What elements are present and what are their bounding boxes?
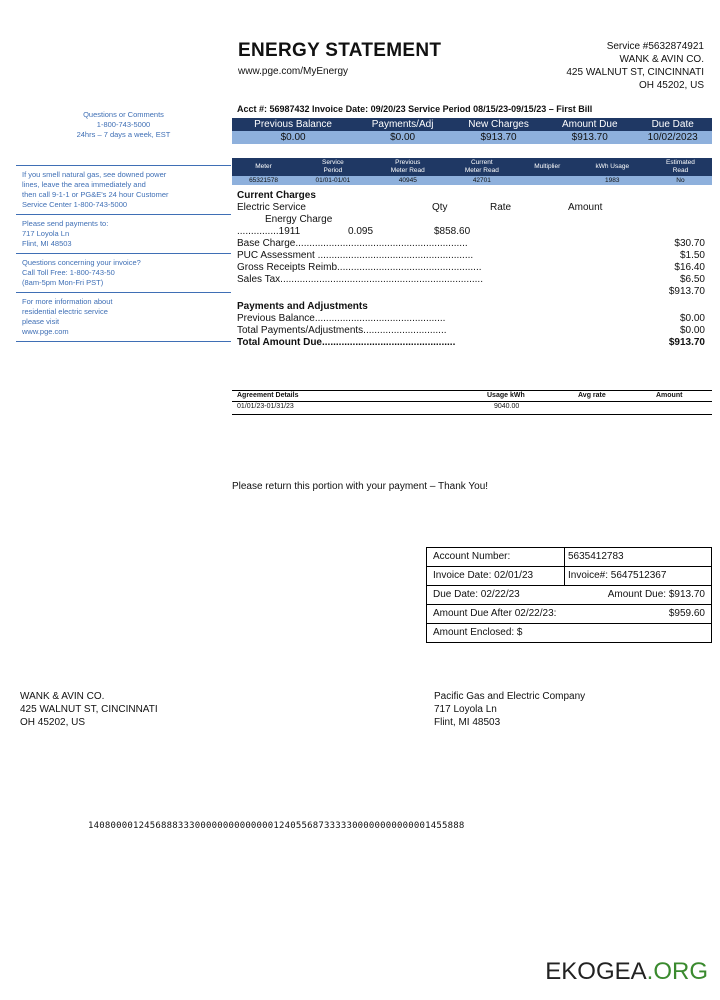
electric-service-label: Electric Service xyxy=(237,202,306,213)
info-line: For more information about xyxy=(22,297,113,306)
charge-label: Base Charge.............................................................. xyxy=(237,238,468,249)
meter-value: 01/01-01/01 xyxy=(295,176,371,185)
watermark-logo xyxy=(545,958,708,986)
info-line: Please send payments to: xyxy=(22,219,109,228)
qty-header: Qty xyxy=(432,202,448,213)
summary-value: $913.70 xyxy=(546,131,633,144)
meter-table xyxy=(232,158,712,185)
info-line: Questions concerning your invoice? xyxy=(22,258,141,267)
payments-title: Payments and Adjustments xyxy=(237,301,368,312)
amount-header: Amount xyxy=(568,202,603,213)
meter-header: Estimated Read xyxy=(649,158,712,176)
company-address-line2: OH 45202, US xyxy=(638,80,704,91)
account-number-label: Account Number: xyxy=(433,551,511,562)
logo-text: EKOGEA xyxy=(545,958,647,985)
website-link[interactable]: www.pge.com/MyEnergy xyxy=(238,66,349,77)
stub-row xyxy=(427,548,711,567)
invoice-questions-box xyxy=(16,254,231,293)
agreement-header: Agreement Details xyxy=(237,392,299,399)
info-line: If you smell natural gas, see downed power xyxy=(22,170,167,179)
amount-after-label: Amount Due After 02/22/23: xyxy=(433,608,557,619)
agreement-usage: 9040.00 xyxy=(494,403,520,410)
agreement-header-row xyxy=(232,390,712,402)
charge-value: $0.00 xyxy=(679,313,705,324)
meter-header: Service Period xyxy=(295,158,371,176)
energy-amount: $858.60 xyxy=(434,226,471,237)
address-line: 425 WALNUT ST, CINCINNATI xyxy=(20,704,158,715)
info-line: then call 9-1-1 or PG&E's 24 hour Customer xyxy=(22,190,169,199)
current-charges-title: Current Charges xyxy=(237,190,316,201)
meter-value: 42701 xyxy=(445,176,519,185)
charge-label: Total Payments/Adjustments.............................. xyxy=(237,325,447,336)
questions-block xyxy=(16,110,231,140)
account-line: Acct #: 56987432 Invoice Date: 09/20/23 Service Period 08/15/23-09/15/23 – First Bill xyxy=(237,104,593,114)
address-line: WANK & AVIN CO. xyxy=(20,691,105,702)
agreement-period: 01/01/23-01/31/23 xyxy=(237,403,294,410)
service-number: Service #5632874921 xyxy=(606,41,704,52)
agreement-header: Usage kWh xyxy=(487,392,525,399)
pge-link[interactable]: www.pge.com xyxy=(22,327,69,336)
sales-tax-row xyxy=(237,274,705,286)
stub-due-date: Due Date: 02/22/23 xyxy=(433,589,520,600)
agreement-row xyxy=(232,402,712,415)
charge-label: Sales Tax......................................................................... xyxy=(237,274,483,285)
energy-rate: 0.095 xyxy=(348,226,374,237)
more-info-box xyxy=(16,293,231,342)
address-line: Pacific Gas and Electric Company xyxy=(434,691,586,702)
rate-header: Rate xyxy=(490,202,512,213)
summary-header: Due Date xyxy=(633,118,712,131)
summary-header: Previous Balance xyxy=(232,118,354,131)
payment-stub xyxy=(426,547,712,643)
meter-header: Current Meter Read xyxy=(445,158,519,176)
base-charge-row xyxy=(237,238,705,250)
summary-table xyxy=(232,118,712,144)
info-line: please visit xyxy=(22,317,60,326)
gas-safety-box xyxy=(16,165,231,215)
meter-header: kWh Usage xyxy=(576,158,649,176)
total-payments-row xyxy=(237,325,705,337)
info-line: lines, leave the area immediately and xyxy=(22,180,146,189)
service-address-block xyxy=(566,40,704,92)
questions-line: 1-800-743-5000 xyxy=(96,120,151,129)
previous-balance-row xyxy=(237,313,705,325)
info-line: 717 Loyola Ln xyxy=(22,229,70,238)
charges-column-headers xyxy=(237,202,705,214)
summary-header: Payments/Adj xyxy=(354,118,451,131)
charge-label: Gross Receipts Reimb.................................................... xyxy=(237,262,482,273)
stub-invoice-number: Invoice#: 5647512367 xyxy=(568,570,667,581)
amount-enclosed-field[interactable]: Amount Enclosed: $ xyxy=(433,627,523,638)
total-due-value: $913.70 xyxy=(668,337,705,348)
summary-header: New Charges xyxy=(451,118,546,131)
stub-row xyxy=(427,605,711,624)
meter-value: 65321578 xyxy=(232,176,295,185)
stub-amount-due: Amount Due: $913.70 xyxy=(607,589,705,600)
energy-charge-row xyxy=(237,226,705,238)
info-line: Call Toll Free: 1-800-743-50 xyxy=(22,268,115,277)
charges-section xyxy=(237,190,705,349)
customer-address xyxy=(20,690,158,729)
charge-value: $30.70 xyxy=(674,238,705,249)
questions-line: 24hrs – 7 days a week, EST xyxy=(76,130,171,139)
meter-value: 40945 xyxy=(371,176,445,185)
questions-line: Questions or Comments xyxy=(83,110,164,119)
energy-qty: ...............1911 xyxy=(237,226,301,237)
address-line: Flint, MI 48503 xyxy=(434,717,501,728)
remit-address xyxy=(434,690,585,729)
info-line: Service Center 1-800-743-5000 xyxy=(22,200,128,209)
company-name: WANK & AVIN CO. xyxy=(619,54,704,65)
meter-value: 1983 xyxy=(576,176,649,185)
info-line: Flint, MI 48503 xyxy=(22,239,72,248)
address-line: OH 45202, US xyxy=(20,717,86,728)
return-note: Please return this portion with your payment – Thank You! xyxy=(231,481,489,492)
energy-charge-label: Energy Charge xyxy=(265,214,333,225)
address-line: 717 Loyola Ln xyxy=(434,704,497,715)
summary-value: $913.70 xyxy=(451,131,546,144)
amount-after-value: $959.60 xyxy=(668,608,705,619)
stub-row xyxy=(427,624,711,642)
meter-value: No xyxy=(649,176,712,185)
company-address-line1: 425 WALNUT ST, CINCINNATI xyxy=(566,67,704,78)
meter-value xyxy=(519,176,576,185)
charge-label: Previous Balance............................................... xyxy=(237,313,446,324)
info-sidebar xyxy=(16,165,231,342)
meter-header: Meter xyxy=(232,158,295,176)
stub-invoice-date: Invoice Date: 02/01/23 xyxy=(433,570,534,581)
agreement-details xyxy=(232,390,712,415)
agreement-header: Amount xyxy=(656,392,683,399)
charge-value: $16.40 xyxy=(674,262,705,273)
account-number-value: 5635412783 xyxy=(568,551,624,562)
summary-value: $0.00 xyxy=(232,131,354,144)
meter-header: Multiplier xyxy=(519,158,576,176)
micr-line: 1408000012456888333000000000000001240556873333300000000000001455888 xyxy=(88,821,465,831)
stub-row xyxy=(427,586,711,605)
info-line: residential electric service xyxy=(22,307,108,316)
logo-suffix: .ORG xyxy=(646,958,708,985)
total-due-row xyxy=(237,337,705,349)
info-line: (8am-5pm Mon-Fri PST) xyxy=(22,278,104,287)
subtotal-row xyxy=(237,286,705,298)
summary-value: $0.00 xyxy=(354,131,451,144)
agreement-header: Avg rate xyxy=(578,392,606,399)
charge-value: $0.00 xyxy=(679,325,705,336)
charge-value: $6.50 xyxy=(679,274,705,285)
payment-address-box xyxy=(16,215,231,254)
total-due-label: Total Amount Due................................................ xyxy=(237,337,456,348)
stub-row xyxy=(427,567,711,586)
summary-value: 10/02/2023 xyxy=(633,131,712,144)
puc-row xyxy=(237,250,705,262)
meter-header: Previous Meter Read xyxy=(371,158,445,176)
summary-header: Amount Due xyxy=(546,118,633,131)
charge-label: PUC Assessment ........................................................ xyxy=(237,250,474,261)
statement-title: ENERGY STATEMENT xyxy=(238,40,442,61)
charge-value: $1.50 xyxy=(679,250,705,261)
subtotal-value: $913.70 xyxy=(668,286,705,297)
gross-receipts-row xyxy=(237,262,705,274)
